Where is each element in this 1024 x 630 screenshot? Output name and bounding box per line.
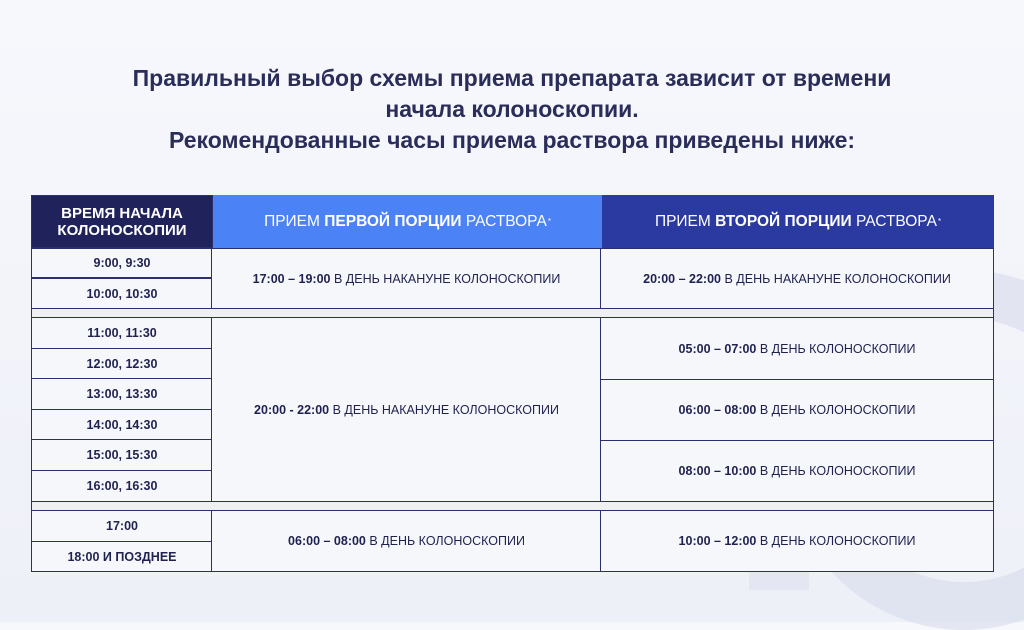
time-cell: 14:00, 14:30	[31, 409, 213, 440]
time-cell: 9:00, 9:30	[31, 248, 213, 278]
second-portion-text: В ДЕНЬ КОЛОНОСКОПИИ	[756, 464, 916, 478]
first-portion-time: 17:00 – 19:00	[252, 271, 331, 286]
time-cell: 13:00, 13:30	[31, 378, 213, 410]
second-portion-cell	[600, 248, 994, 309]
time-cell: 15:00, 15:30	[31, 439, 213, 471]
header-col3-bold: ВТОРОЙ ПОРЦИИ	[715, 212, 852, 230]
first-portion-time: 20:00 - 22:00	[254, 402, 330, 417]
header-col2-post: РАСТВОРА	[461, 212, 547, 230]
heading-line-3: Рекомендованные часы приема раствора приведены ниже:	[168, 127, 856, 153]
time-cell: 16:00, 16:30	[31, 470, 213, 502]
header-col2-footnote-mark: *	[547, 217, 551, 226]
header-col3-pre: ПРИЕМ	[654, 212, 716, 230]
schedule-table	[31, 195, 994, 572]
second-portion-time: 20:00 – 22:00	[643, 271, 721, 286]
header-col2-bold: ПЕРВОЙ ПОРЦИИ	[324, 212, 462, 230]
second-portion-text: В ДЕНЬ КОЛОНОСКОПИИ	[756, 341, 916, 356]
second-portion-cell	[600, 379, 994, 441]
time-cell: 18:00 И ПОЗДНЕЕ	[31, 541, 213, 572]
second-portion-time: 10:00 – 12:00	[678, 534, 757, 548]
second-portion-time: 08:00 – 10:00	[678, 464, 757, 478]
second-portion-time: 05:00 – 07:00	[678, 341, 757, 356]
header-col3-footnote-mark: *	[937, 217, 942, 226]
second-portion-text: В ДЕНЬ КОЛОНОСКОПИИ	[756, 534, 916, 548]
header-second-portion	[602, 195, 994, 248]
time-cell: 10:00, 10:30	[31, 278, 213, 309]
first-portion-cell	[211, 510, 602, 572]
first-portion-cell	[211, 317, 602, 502]
time-cell: 12:00, 12:30	[31, 348, 213, 379]
heading-line-2: начала колоноскопии.	[385, 96, 639, 122]
header-colonoscopy-time	[31, 195, 213, 248]
second-portion-text: В ДЕНЬ КОЛОНОСКОПИИ	[756, 403, 916, 417]
first-portion-cell	[211, 248, 602, 309]
second-portion-time: 06:00 – 08:00	[678, 403, 757, 417]
second-portion-text: В ДЕНЬ НАКАНУНЕ КОЛОНОСКОПИИ	[721, 271, 951, 286]
header-first-portion	[213, 195, 602, 248]
time-cell: 11:00, 11:30	[31, 317, 213, 349]
page-heading	[0, 63, 1024, 156]
heading-line-1: Правильный выбор схемы приема препарата зависит от времени	[132, 65, 892, 91]
header-col1-line1: ВРЕМЯ НАЧАЛА	[61, 204, 183, 222]
header-col3-post: РАСТВОРА	[851, 212, 937, 230]
first-portion-text: В ДЕНЬ КОЛОНОСКОПИИ	[365, 534, 525, 548]
header-col1-line2: КОЛОНОСКОПИИ	[57, 221, 187, 239]
second-portion-cell	[600, 317, 994, 380]
second-portion-cell	[600, 510, 994, 572]
first-portion-time: 06:00 – 08:00	[288, 534, 366, 548]
header-col2-pre: ПРИЕМ	[264, 212, 325, 230]
first-portion-text: В ДЕНЬ НАКАНУНЕ КОЛОНОСКОПИИ	[329, 402, 559, 417]
second-portion-cell	[600, 440, 994, 502]
first-portion-text: В ДЕНЬ НАКАНУНЕ КОЛОНОСКОПИИ	[330, 271, 561, 286]
time-cell: 17:00	[31, 510, 213, 542]
